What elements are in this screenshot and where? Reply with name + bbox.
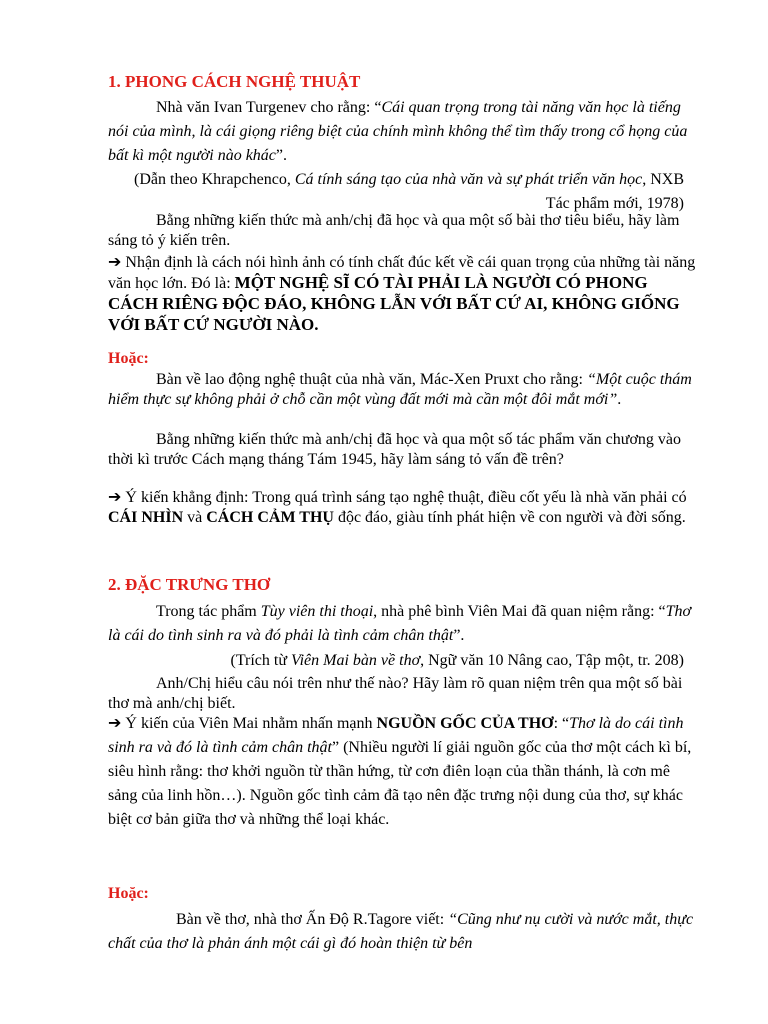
s2b-label: Hoặc: (108, 885, 149, 902)
s2-quote-text: Thơ là cái do tình sinh ra và đó phải là tình cảm chân thật (108, 603, 692, 644)
s2-quote-close: ”. (453, 627, 465, 644)
s1-quote-paragraph (108, 96, 696, 168)
s2-intro-a: Trong tác phẩm (156, 603, 261, 620)
s2-citation (112, 651, 684, 671)
s2-answer-e: ” (Nhiều người lí giải nguồn gốc của thơ một cách kì bí, siêu hình rằng: thơ khởi nguồn từ thần hứng, từ cơn điên loạn của thần thánh, là cơn mê sảng của linh hồn…). Nguồn gốc tình cảm đã tạo nên đặc trưng nội dung của thơ, sự khác biệt cơ bản giữa thơ và những thể loại khác. (108, 739, 692, 828)
s1b-intro: Bàn về lao động nghệ thuật của nhà văn, Mác-Xen Pruxt cho rằng: (156, 371, 587, 388)
s1-cite-a: (Dẫn theo Khrapchenco, (134, 171, 295, 188)
s2b-quote-paragraph (108, 908, 696, 956)
s1-quote-close: ”. (275, 147, 288, 164)
s2b-intro: Bàn về thơ, nhà thơ Ấn Độ R.Tagore viết: (176, 911, 449, 928)
s2-intro (108, 600, 696, 648)
s2-cite-title: Viên Mai bàn về thơ (291, 652, 421, 669)
s2-answer-a: Ý kiến của Viên Mai nhằm nhấn mạnh (121, 715, 377, 732)
s1b-answer-a: Ý kiến khẳng định: Trong quá trình sáng tạo nghệ thuật, điều cốt yếu là nhà văn phải có (121, 489, 687, 506)
s1-answer (108, 253, 696, 336)
s1b-quote-paragraph (108, 370, 696, 410)
s1-quote-intro: Nhà văn Ivan Turgenev cho rằng: “ (156, 99, 382, 116)
s1b-answer (108, 488, 696, 528)
s1b-answer-keyword-1: CÁI NHÌN (108, 509, 184, 526)
s2b-quote-text: “Cũng như nụ cười và nước mắt, thực chất của thơ là phản ánh một cái gì đó hoàn thiện từ bên (108, 911, 694, 952)
s1b-task: Bằng những kiến thức mà anh/chị đã học và qua một số tác phẩm văn chương vào thời kì trước Cách mạng tháng Tám 1945, hãy làm sáng tỏ vấn đề trên? (108, 431, 682, 468)
s1b-answer-c: và (183, 509, 207, 526)
s2-answer-quote: Thơ là do cái tình sinh ra và đó là tình cảm chân thật (108, 715, 684, 756)
s1b-quote-text: “Một cuộc thám hiểm thực sự không phải ở chỗ cần một vùng đất mới mà cần một đôi mắt mới” (108, 371, 692, 408)
s2-answer (108, 712, 696, 832)
s1b-quote-end: . (617, 391, 622, 408)
s1b-answer-e: độc đáo, giàu tính phát hiện về con người và đời sống. (333, 509, 686, 526)
s1-answer-emphasis: MỘT NGHỆ SĨ CÓ TÀI PHẢI LÀ NGƯỜI CÓ PHONG CÁCH RIÊNG ĐỘC ĐÁO, KHÔNG LẪN VỚI BẤT CỨ AI, KHÔNG GIỐNG VỚI BẤT CỨ NGƯỜI NÀO. (108, 273, 680, 334)
s2-cite-c: , Ngữ văn 10 Nâng cao, Tập một, tr. 208) (420, 652, 684, 669)
s2-intro-c: , nhà phê bình Viên Mai đã quan niệm rằng: “ (373, 603, 666, 620)
section-1-heading: 1. PHONG CÁCH NGHỆ THUẬT (108, 72, 361, 91)
s1-cite-c: , NXB Tác phẩm mới, 1978) (545, 171, 684, 212)
section-2-heading: 2. ĐẶC TRƯNG THƠ (108, 575, 271, 594)
arrow-icon: ➔ (108, 489, 122, 506)
s1-citation (112, 168, 684, 216)
arrow-icon: ➔ (108, 715, 122, 732)
s2-task: Anh/Chị hiểu câu nói trên như thế nào? Hãy làm rõ quan niệm trên qua một số bài thơ mà anh/chị biết. (108, 675, 683, 712)
s1-quote-text: Cái quan trọng trong tài năng văn học là tiếng nói của mình, là cái giọng riêng biệt của chính mình không thể tìm thấy trong cổ họng của bất kì một người nào khác (108, 99, 688, 164)
s2-cite-a: (Trích từ (230, 652, 292, 669)
arrow-icon: ➔ (108, 254, 122, 271)
s1b-label: Hoặc: (108, 350, 149, 367)
s2-answer-c: : “ (553, 715, 570, 732)
s1-answer-text: Nhận định là cách nói hình ảnh có tính chất đúc kết về cái quan trọng của những tài năng văn học lớn. Đó là: (108, 254, 696, 292)
s2-work-title: Tùy viên thi thoại (260, 603, 374, 620)
s2-answer-keyword: NGUỒN GỐC CỦA THƠ (376, 715, 554, 732)
s1-cite-title: Cá tính sáng tạo của nhà văn và sự phát triển văn học (294, 171, 643, 188)
s1b-answer-keyword-2: CÁCH CẢM THỤ (206, 509, 334, 526)
s1-task: Bằng những kiến thức mà anh/chị đã học và qua một số bài thơ tiêu biểu, hãy làm sáng tỏ ý kiến trên. (108, 212, 680, 249)
